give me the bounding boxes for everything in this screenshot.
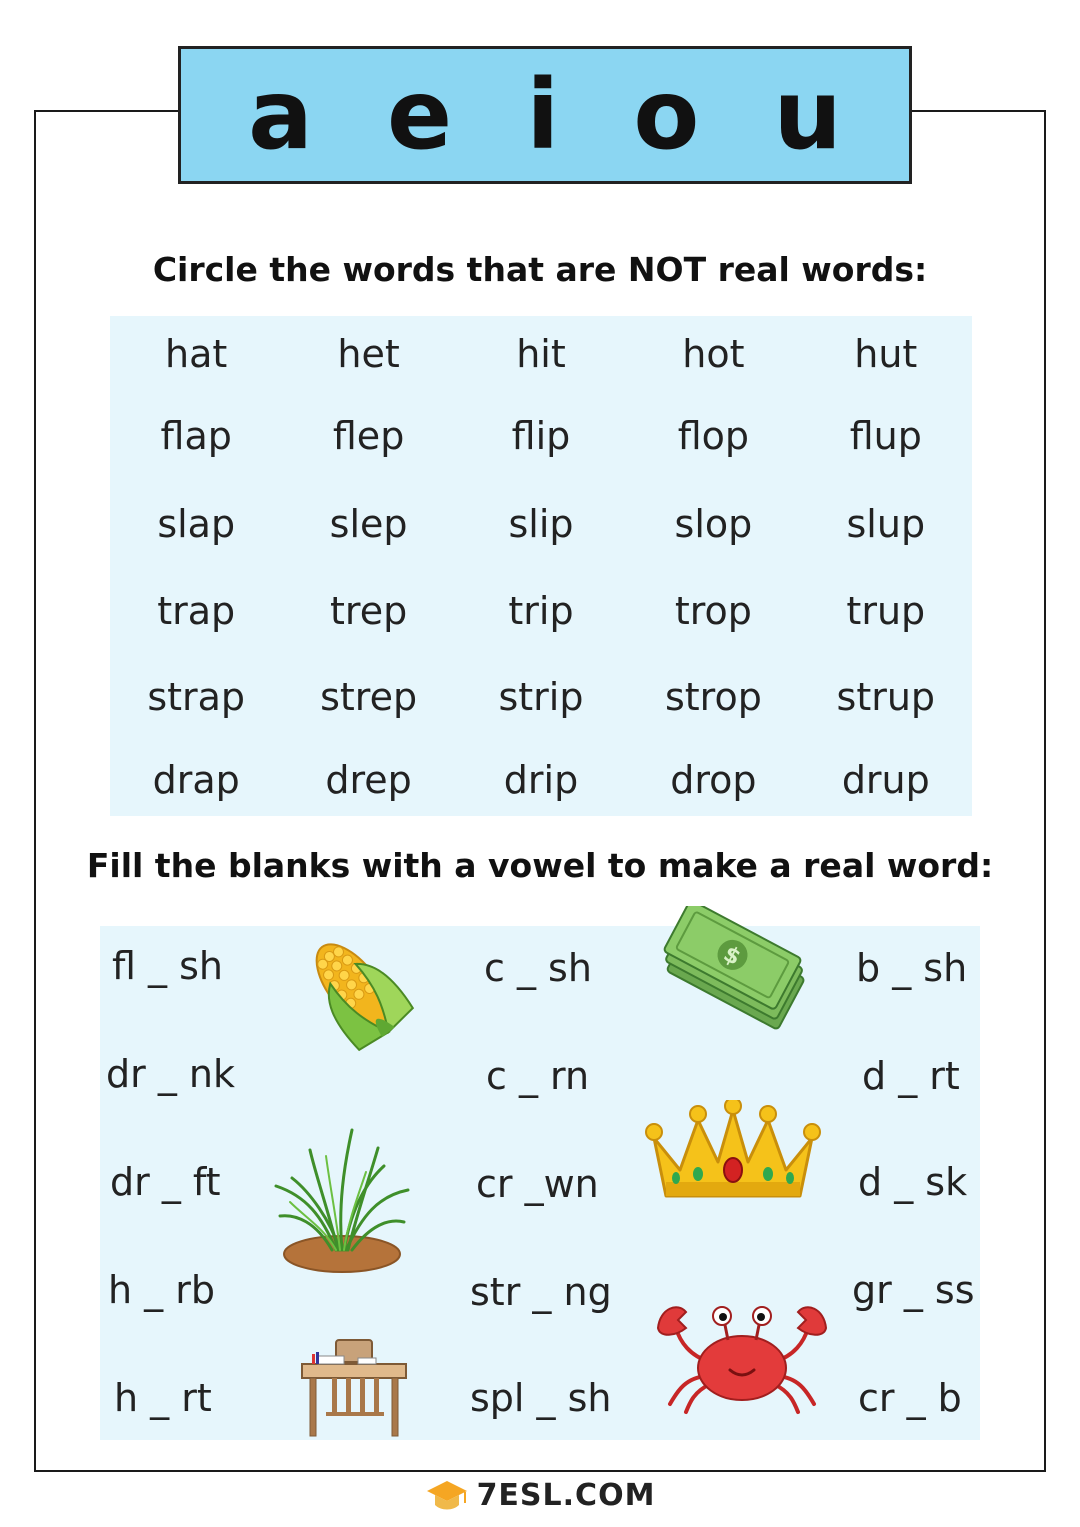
blank-word: h _ rt [114, 1376, 212, 1420]
blank-word: cr _ b [858, 1376, 962, 1420]
word-cell: hot [682, 332, 745, 376]
footer-logo [0, 1478, 1080, 1513]
vowel-a: a [248, 59, 313, 171]
word-cell: slep [329, 502, 408, 546]
word-cell: drep [325, 758, 412, 802]
blank-word: str _ ng [470, 1270, 612, 1314]
word-cell: drop [670, 758, 757, 802]
desk-icon [298, 1336, 410, 1440]
blank-word: dr _ nk [106, 1052, 235, 1096]
blank-word: cr _wn [476, 1162, 599, 1206]
vowel-i: i [526, 59, 560, 171]
grass-icon [266, 1126, 418, 1276]
blank-word: gr _ ss [852, 1268, 975, 1312]
word-grid [110, 316, 972, 816]
svg-text:$: $ [719, 941, 745, 971]
word-cell: trap [157, 589, 236, 633]
blank-word: b _ sh [856, 946, 968, 990]
word-cell: slip [508, 502, 574, 546]
word-cell: flop [677, 414, 750, 458]
word-cell: slup [846, 502, 926, 546]
word-cell: strip [498, 675, 584, 719]
section2-heading: Fill the blanks with a vowel to make a real word: [86, 846, 994, 885]
word-panel [110, 316, 972, 816]
word-cell: flap [160, 414, 232, 458]
word-cell: drip [503, 758, 579, 802]
word-cell: strep [320, 675, 418, 719]
word-cell: het [337, 332, 400, 376]
word-cell: flup [849, 414, 922, 458]
blank-word: d _ rt [862, 1054, 960, 1098]
word-cell: strup [836, 675, 936, 719]
graduation-cap-icon [425, 1479, 469, 1513]
word-cell: hat [165, 332, 228, 376]
money-icon [656, 906, 820, 1030]
blank-word: c _ rn [486, 1054, 590, 1098]
word-cell: trip [508, 589, 574, 633]
word-cell: flip [511, 414, 571, 458]
blank-word: spl _ sh [470, 1376, 612, 1420]
blank-word: dr _ ft [110, 1160, 221, 1204]
blank-word: d _ sk [858, 1160, 968, 1204]
word-cell: trup [846, 589, 926, 633]
logo-text: 7ESL.COM [476, 1478, 656, 1513]
word-cell: trop [674, 589, 752, 633]
crab-icon [650, 1298, 834, 1416]
blank-word: fl _ sh [112, 944, 223, 988]
word-cell: strap [147, 675, 246, 719]
word-cell: trep [330, 589, 408, 633]
vowel-o: o [633, 59, 700, 171]
crown-icon [636, 1100, 830, 1204]
word-cell: strop [664, 675, 762, 719]
corn-icon [286, 920, 422, 1056]
word-cell: slop [674, 502, 753, 546]
word-cell: hut [854, 332, 918, 376]
vowel-banner [178, 46, 912, 184]
vowel-u: u [773, 59, 842, 171]
section1-heading: Circle the words that are NOT real words: [152, 250, 928, 289]
word-cell: hit [516, 332, 566, 376]
word-cell: slap [157, 502, 236, 546]
vowel-e: e [387, 59, 453, 171]
word-cell: drup [841, 758, 930, 802]
word-cell: drap [152, 758, 240, 802]
blank-word: c _ sh [484, 946, 592, 990]
blank-word: h _ rb [108, 1268, 215, 1312]
word-cell: flep [332, 414, 405, 458]
